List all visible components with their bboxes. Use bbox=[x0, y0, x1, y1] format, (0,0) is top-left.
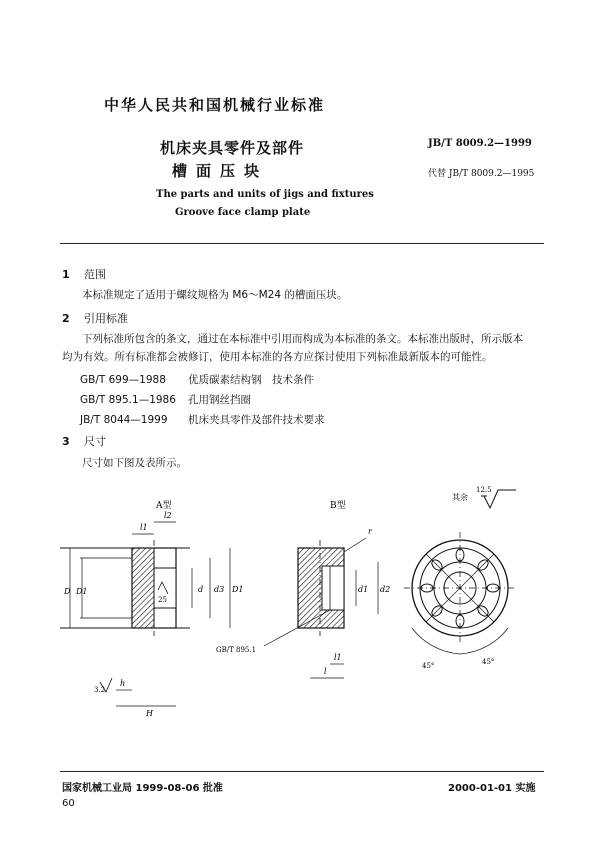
dim-D1-right: D1 bbox=[232, 585, 244, 594]
standard-number: JB/T 8009.2—1999 bbox=[428, 138, 532, 149]
section-title: 范围 bbox=[84, 268, 106, 281]
dim-H: H bbox=[146, 709, 153, 718]
section-number: 3 bbox=[62, 435, 70, 448]
section-title: 尺寸 bbox=[84, 435, 106, 448]
gb-reference-label: GB/T 895.1 bbox=[216, 646, 257, 654]
reference-name: 孔用钢丝挡圈 bbox=[188, 394, 251, 406]
section-3-heading bbox=[62, 433, 106, 449]
section-3-body: 尺寸如下图及表所示。 bbox=[82, 457, 187, 469]
reference-item bbox=[80, 412, 325, 427]
reference-code: GB/T 895.1—1986 bbox=[80, 394, 176, 406]
section-number: 1 bbox=[62, 268, 70, 281]
english-title-1: The parts and units of jigs and fixtures bbox=[156, 189, 374, 200]
dim-h: h bbox=[120, 679, 126, 688]
angle-label-1: 45° bbox=[422, 662, 435, 670]
bottom-rule bbox=[60, 771, 544, 772]
reference-code: JB/T 8044—1999 bbox=[80, 414, 168, 426]
dim-D: D bbox=[64, 587, 71, 596]
title-line-2: 槽面压块 bbox=[172, 162, 269, 180]
effective-date: 2000-01-01 实施 bbox=[448, 783, 536, 794]
title-line-1: 机床夹具零件及部件 bbox=[160, 139, 305, 157]
dim-l1-b: l1 bbox=[334, 653, 342, 662]
dim-l1: l1 bbox=[140, 523, 148, 532]
type-b-section-view bbox=[264, 538, 378, 678]
dim-d2: d2 bbox=[380, 585, 391, 594]
type-b-label: B型 bbox=[330, 501, 346, 511]
reference-item bbox=[80, 392, 251, 407]
section-2-body-line-1: 下列标准所包含的条文，通过在本标准中引用而构成为本标准的条文。本标准出版时，所示版本 bbox=[82, 333, 523, 345]
technical-drawing bbox=[40, 478, 560, 738]
dim-d: d bbox=[198, 585, 204, 594]
section-2-heading bbox=[62, 310, 128, 326]
type-a-label: A型 bbox=[156, 501, 172, 511]
issuer: 国家机械工业局 1999-08-06 批准 bbox=[62, 783, 223, 794]
angle-label-2: 45° bbox=[482, 658, 495, 666]
type-a-section-view bbox=[60, 522, 230, 706]
section-title: 引用标准 bbox=[84, 312, 128, 325]
dim-D1: D1 bbox=[76, 587, 88, 596]
section-2-body-line-2: 均为有效。所有标准都会被修订，使用本标准的各方应探讨使用下列标准最新版本的可能性。 bbox=[62, 351, 493, 363]
issuing-header: 中华人民共和国机械行业标准 bbox=[104, 96, 326, 114]
dim-l2: l2 bbox=[164, 511, 172, 520]
dim-d1: d1 bbox=[358, 585, 369, 594]
dim-r: r bbox=[368, 527, 372, 536]
top-rule bbox=[60, 243, 544, 244]
replaces-standard: 代替 JB/T 8009.2—1995 bbox=[428, 169, 535, 179]
section-number: 2 bbox=[62, 312, 70, 325]
reference-code: GB/T 699—1988 bbox=[80, 374, 166, 386]
roughness-other-label: 其余 bbox=[452, 493, 468, 502]
section-1-heading bbox=[62, 266, 106, 282]
section-1-body: 本标准规定了适用于螺纹规格为 M6～M24 的槽面压块。 bbox=[82, 289, 348, 301]
end-view bbox=[404, 532, 516, 654]
roughness-symbol-icon bbox=[452, 486, 516, 508]
roughness-bore: 25 bbox=[158, 596, 167, 604]
reference-name: 机床夹具零件及部件技术要求 bbox=[188, 414, 325, 426]
reference-item bbox=[80, 372, 314, 387]
dim-l: l bbox=[324, 667, 327, 676]
english-title-2: Groove face clamp plate bbox=[175, 207, 311, 218]
reference-name: 优质碳素结构钢 技术条件 bbox=[188, 374, 314, 386]
page-number: 60 bbox=[62, 798, 75, 809]
roughness-small: 3.2 bbox=[94, 686, 106, 694]
roughness-value: 12.5 bbox=[476, 486, 492, 494]
dim-d3: d3 bbox=[214, 585, 225, 594]
